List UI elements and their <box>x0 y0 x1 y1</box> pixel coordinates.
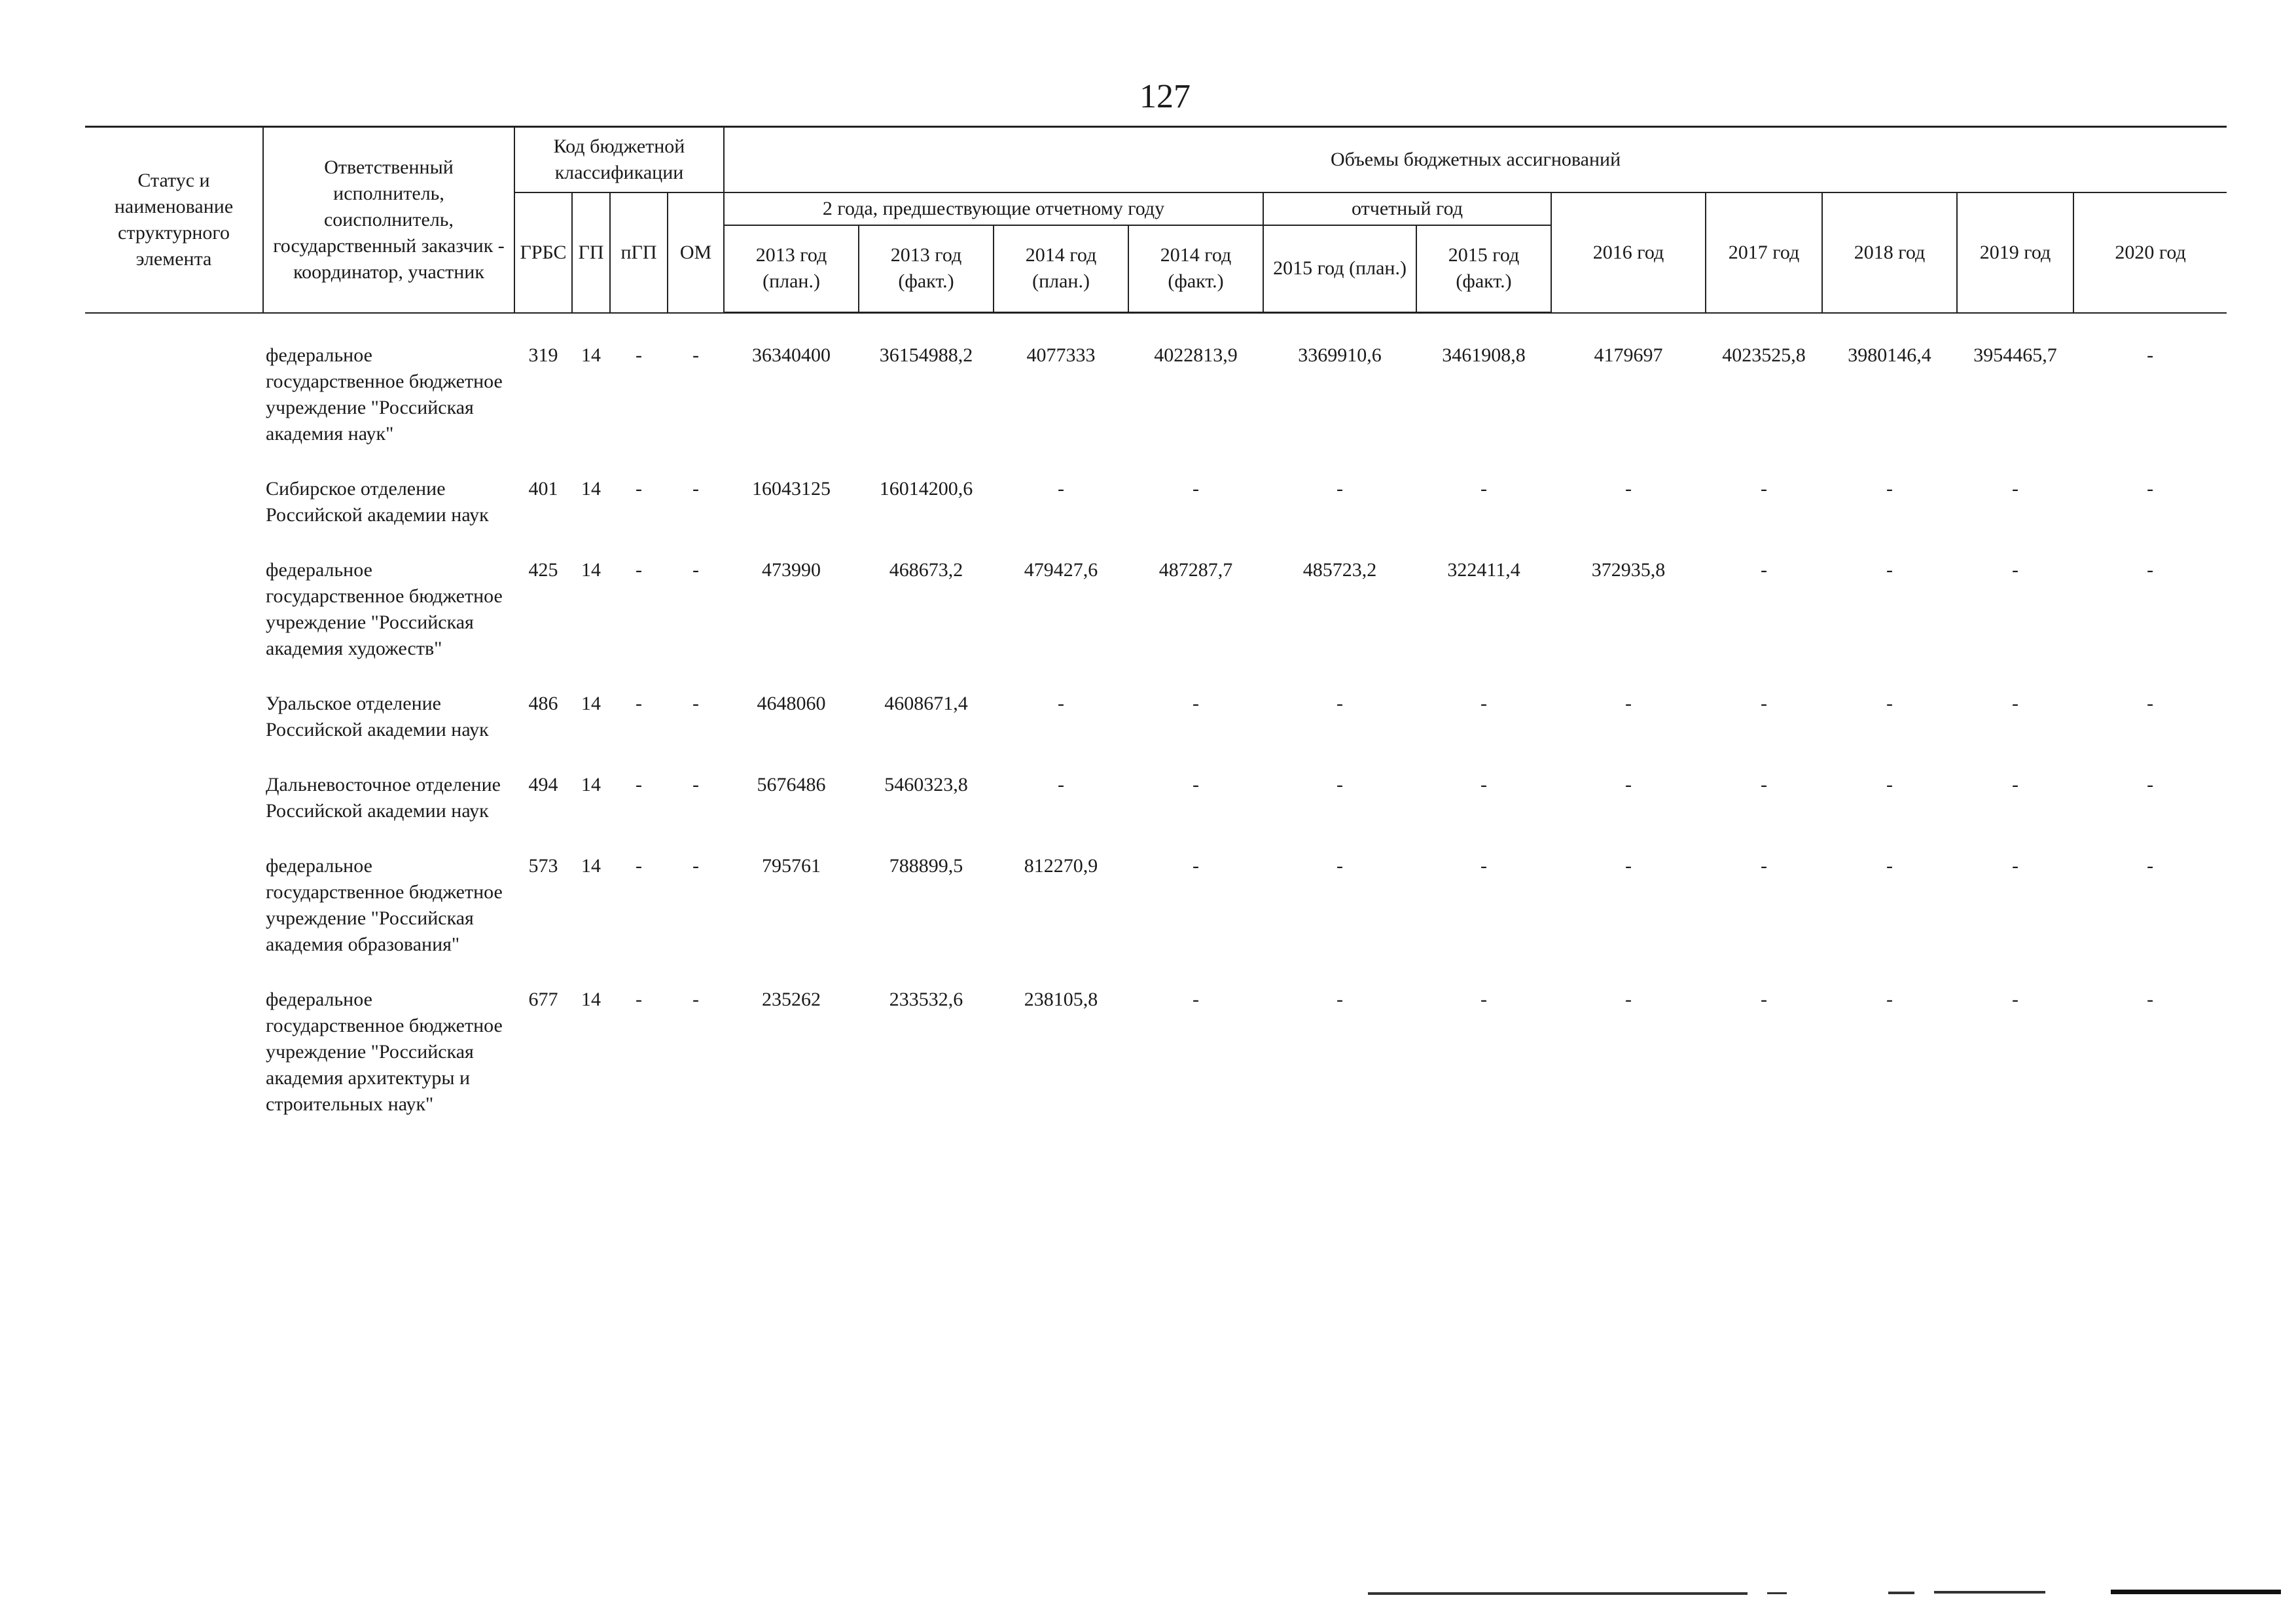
status-cell <box>85 459 263 540</box>
executor-name: федеральное государственное бюджетное учреждение "Российская академия художеств" <box>266 558 503 659</box>
allocation-value: - <box>1886 773 1893 795</box>
allocation-value: 788899,5 <box>889 854 963 877</box>
header-year-2020: 2020 год <box>2073 192 2227 313</box>
allocation-value: - <box>1886 477 1893 500</box>
allocation-value: - <box>1761 692 1768 714</box>
table-header <box>85 127 2227 313</box>
allocation-value: - <box>1886 692 1893 714</box>
header-code-grbs: ГРБС <box>514 192 572 313</box>
allocation-value: 3980146,4 <box>1848 344 1931 366</box>
allocation-value: 16014200,6 <box>879 477 973 500</box>
code-gp: 14 <box>581 854 601 877</box>
header-2013-plan: 2013 год (план.) <box>724 225 859 313</box>
code-grbs: 573 <box>528 854 558 877</box>
header-year-2016: 2016 год <box>1551 192 1706 313</box>
header-code-pgp: пГП <box>610 192 668 313</box>
allocation-value: - <box>1193 477 1200 500</box>
allocation-value: - <box>1761 558 1768 581</box>
code-gp: 14 <box>581 477 601 500</box>
code-gp: 14 <box>581 692 601 714</box>
header-2014-plan: 2014 год (план.) <box>994 225 1128 313</box>
allocation-value: - <box>1336 988 1344 1010</box>
allocation-value: - <box>1625 692 1632 714</box>
allocation-value: 5676486 <box>757 773 826 795</box>
allocation-value: - <box>2147 692 2154 714</box>
code-grbs: 677 <box>528 988 558 1010</box>
allocation-value: - <box>1193 988 1200 1010</box>
allocation-value: 235262 <box>762 988 821 1010</box>
allocation-value: 4023525,8 <box>1722 344 1806 366</box>
status-cell <box>85 313 263 459</box>
allocation-value: - <box>2012 692 2019 714</box>
allocation-value: - <box>2012 773 2019 795</box>
allocation-value: 4022813,9 <box>1154 344 1238 366</box>
allocation-value: - <box>1058 477 1065 500</box>
code-pgp: - <box>636 854 642 877</box>
allocation-value: - <box>2147 988 2154 1010</box>
allocation-value: - <box>2012 558 2019 581</box>
allocation-value: - <box>1886 558 1893 581</box>
allocation-value: - <box>1625 854 1632 877</box>
allocation-value: 16043125 <box>752 477 831 500</box>
allocation-value: 3369910,6 <box>1298 344 1382 366</box>
allocation-value: - <box>1480 692 1488 714</box>
code-grbs: 319 <box>528 344 558 366</box>
allocation-value: - <box>1058 692 1065 714</box>
allocation-value: 468673,2 <box>889 558 963 581</box>
allocation-value: - <box>1336 773 1344 795</box>
code-gp: 14 <box>581 988 601 1010</box>
code-om: - <box>692 773 700 795</box>
status-cell <box>85 540 263 674</box>
allocation-value: - <box>2012 854 2019 877</box>
code-om: - <box>692 692 700 714</box>
status-cell <box>85 970 263 1129</box>
code-om: - <box>692 477 700 500</box>
allocation-value: 238105,8 <box>1024 988 1098 1010</box>
header-2014-fact: 2014 год (факт.) <box>1128 225 1263 313</box>
allocation-value: - <box>1480 988 1488 1010</box>
allocation-value: - <box>2147 344 2154 366</box>
header-year-2019: 2019 год <box>1957 192 2073 313</box>
allocation-value: 3954465,7 <box>1973 344 2057 366</box>
allocation-value: 485723,2 <box>1302 558 1377 581</box>
executor-name: федеральное государственное бюджетное учреждение "Российская академия архитектуры и строительных наук" <box>266 988 503 1115</box>
header-prev-years: 2 года, предшествующие отчетному году <box>724 192 1263 225</box>
table-row <box>85 540 2227 674</box>
budget-allocation-table <box>85 126 2227 1129</box>
allocation-value: - <box>1886 854 1893 877</box>
code-om: - <box>692 854 700 877</box>
allocation-value: - <box>1480 854 1488 877</box>
code-grbs: 401 <box>528 477 558 500</box>
allocation-value: 5460323,8 <box>884 773 968 795</box>
allocation-value: - <box>2147 773 2154 795</box>
scan-artifact-line <box>1934 1591 2045 1594</box>
allocation-value: - <box>1761 988 1768 1010</box>
status-cell <box>85 674 263 755</box>
allocation-value: 487287,7 <box>1158 558 1233 581</box>
allocation-value: 4648060 <box>757 692 826 714</box>
status-cell <box>85 755 263 836</box>
allocation-value: - <box>1480 477 1488 500</box>
table-row <box>85 674 2227 755</box>
allocation-value: 473990 <box>762 558 821 581</box>
allocation-value: - <box>2147 854 2154 877</box>
code-gp: 14 <box>581 773 601 795</box>
executor-name: федеральное государственное бюджетное учреждение "Российская академия наук" <box>266 344 503 445</box>
allocation-value: - <box>1336 477 1344 500</box>
header-budget-code: Код бюджетной классификации <box>514 127 724 192</box>
allocation-value: 795761 <box>762 854 821 877</box>
allocation-value: - <box>2012 988 2019 1010</box>
table-row <box>85 970 2227 1129</box>
allocation-value: 36154988,2 <box>879 344 973 366</box>
allocation-value: - <box>1058 773 1065 795</box>
allocation-value: - <box>1761 477 1768 500</box>
header-year-2017: 2017 год <box>1706 192 1822 313</box>
allocation-value: - <box>1193 854 1200 877</box>
code-pgp: - <box>636 773 642 795</box>
table-row <box>85 836 2227 970</box>
executor-name: Сибирское отделение Российской академии наук <box>266 477 489 526</box>
code-gp: 14 <box>581 344 601 366</box>
code-om: - <box>692 344 700 366</box>
code-grbs: 425 <box>528 558 558 581</box>
allocation-value: 322411,4 <box>1447 558 1520 581</box>
header-year-2018: 2018 год <box>1822 192 1957 313</box>
header-2013-fact: 2013 год (факт.) <box>859 225 994 313</box>
code-om: - <box>692 558 700 581</box>
table-row <box>85 755 2227 836</box>
allocation-value: - <box>1625 477 1632 500</box>
table-row <box>85 459 2227 540</box>
allocation-value: - <box>2147 477 2154 500</box>
scan-artifact-line <box>2111 1590 2281 1594</box>
executor-name: федеральное государственное бюджетное учреждение "Российская академия образования" <box>266 854 503 955</box>
executor-name: Дальневосточное отделение Российской академии наук <box>266 773 501 822</box>
allocation-value: 372935,8 <box>1591 558 1666 581</box>
allocation-value: - <box>1336 854 1344 877</box>
code-pgp: - <box>636 344 642 366</box>
code-gp: 14 <box>581 558 601 581</box>
allocation-value: - <box>1886 988 1893 1010</box>
allocation-value: - <box>2147 558 2154 581</box>
executor-name: Уральское отделение Российской академии наук <box>266 692 489 740</box>
scan-artifact-line <box>1888 1592 1914 1594</box>
code-pgp: - <box>636 692 642 714</box>
code-grbs: 494 <box>528 773 558 795</box>
code-grbs: 486 <box>528 692 558 714</box>
allocation-value: - <box>1193 692 1200 714</box>
allocation-value: - <box>1625 988 1632 1010</box>
allocation-value: - <box>1193 773 1200 795</box>
code-pgp: - <box>636 558 642 581</box>
scan-artifact-line <box>1767 1592 1787 1594</box>
header-2015-fact: 2015 год (факт.) <box>1416 225 1551 313</box>
header-code-gp: ГП <box>572 192 610 313</box>
allocation-value: - <box>1761 773 1768 795</box>
allocation-value: - <box>1480 773 1488 795</box>
allocation-value: 4077333 <box>1026 344 1096 366</box>
allocation-value: 479427,6 <box>1024 558 1098 581</box>
header-status: Статус и наименование структурного элемента <box>85 127 263 313</box>
allocation-value: 4608671,4 <box>884 692 968 714</box>
scan-artifact-line <box>1368 1592 1748 1595</box>
table-row <box>85 313 2227 459</box>
allocation-value: - <box>2012 477 2019 500</box>
code-pgp: - <box>636 477 642 500</box>
table-body <box>85 313 2227 1129</box>
allocation-value: 3461908,8 <box>1442 344 1526 366</box>
allocation-value: 233532,6 <box>889 988 963 1010</box>
header-report-year: отчетный год <box>1263 192 1551 225</box>
allocation-value: - <box>1336 692 1344 714</box>
allocation-value: - <box>1761 854 1768 877</box>
page-number: 127 <box>1139 78 1191 115</box>
header-2015-plan: 2015 год (план.) <box>1263 225 1416 313</box>
header-allocations: Объемы бюджетных ассигнований <box>724 127 2227 192</box>
code-pgp: - <box>636 988 642 1010</box>
allocation-value: 4179697 <box>1594 344 1663 366</box>
allocation-value: 36340400 <box>752 344 831 366</box>
allocation-value: - <box>1625 773 1632 795</box>
allocation-value: 812270,9 <box>1024 854 1098 877</box>
code-om: - <box>692 988 700 1010</box>
status-cell <box>85 836 263 970</box>
header-executor: Ответственный исполнитель, соисполнитель, государственный заказчик - координатор, участник <box>263 127 514 313</box>
header-code-om: ОМ <box>668 192 724 313</box>
